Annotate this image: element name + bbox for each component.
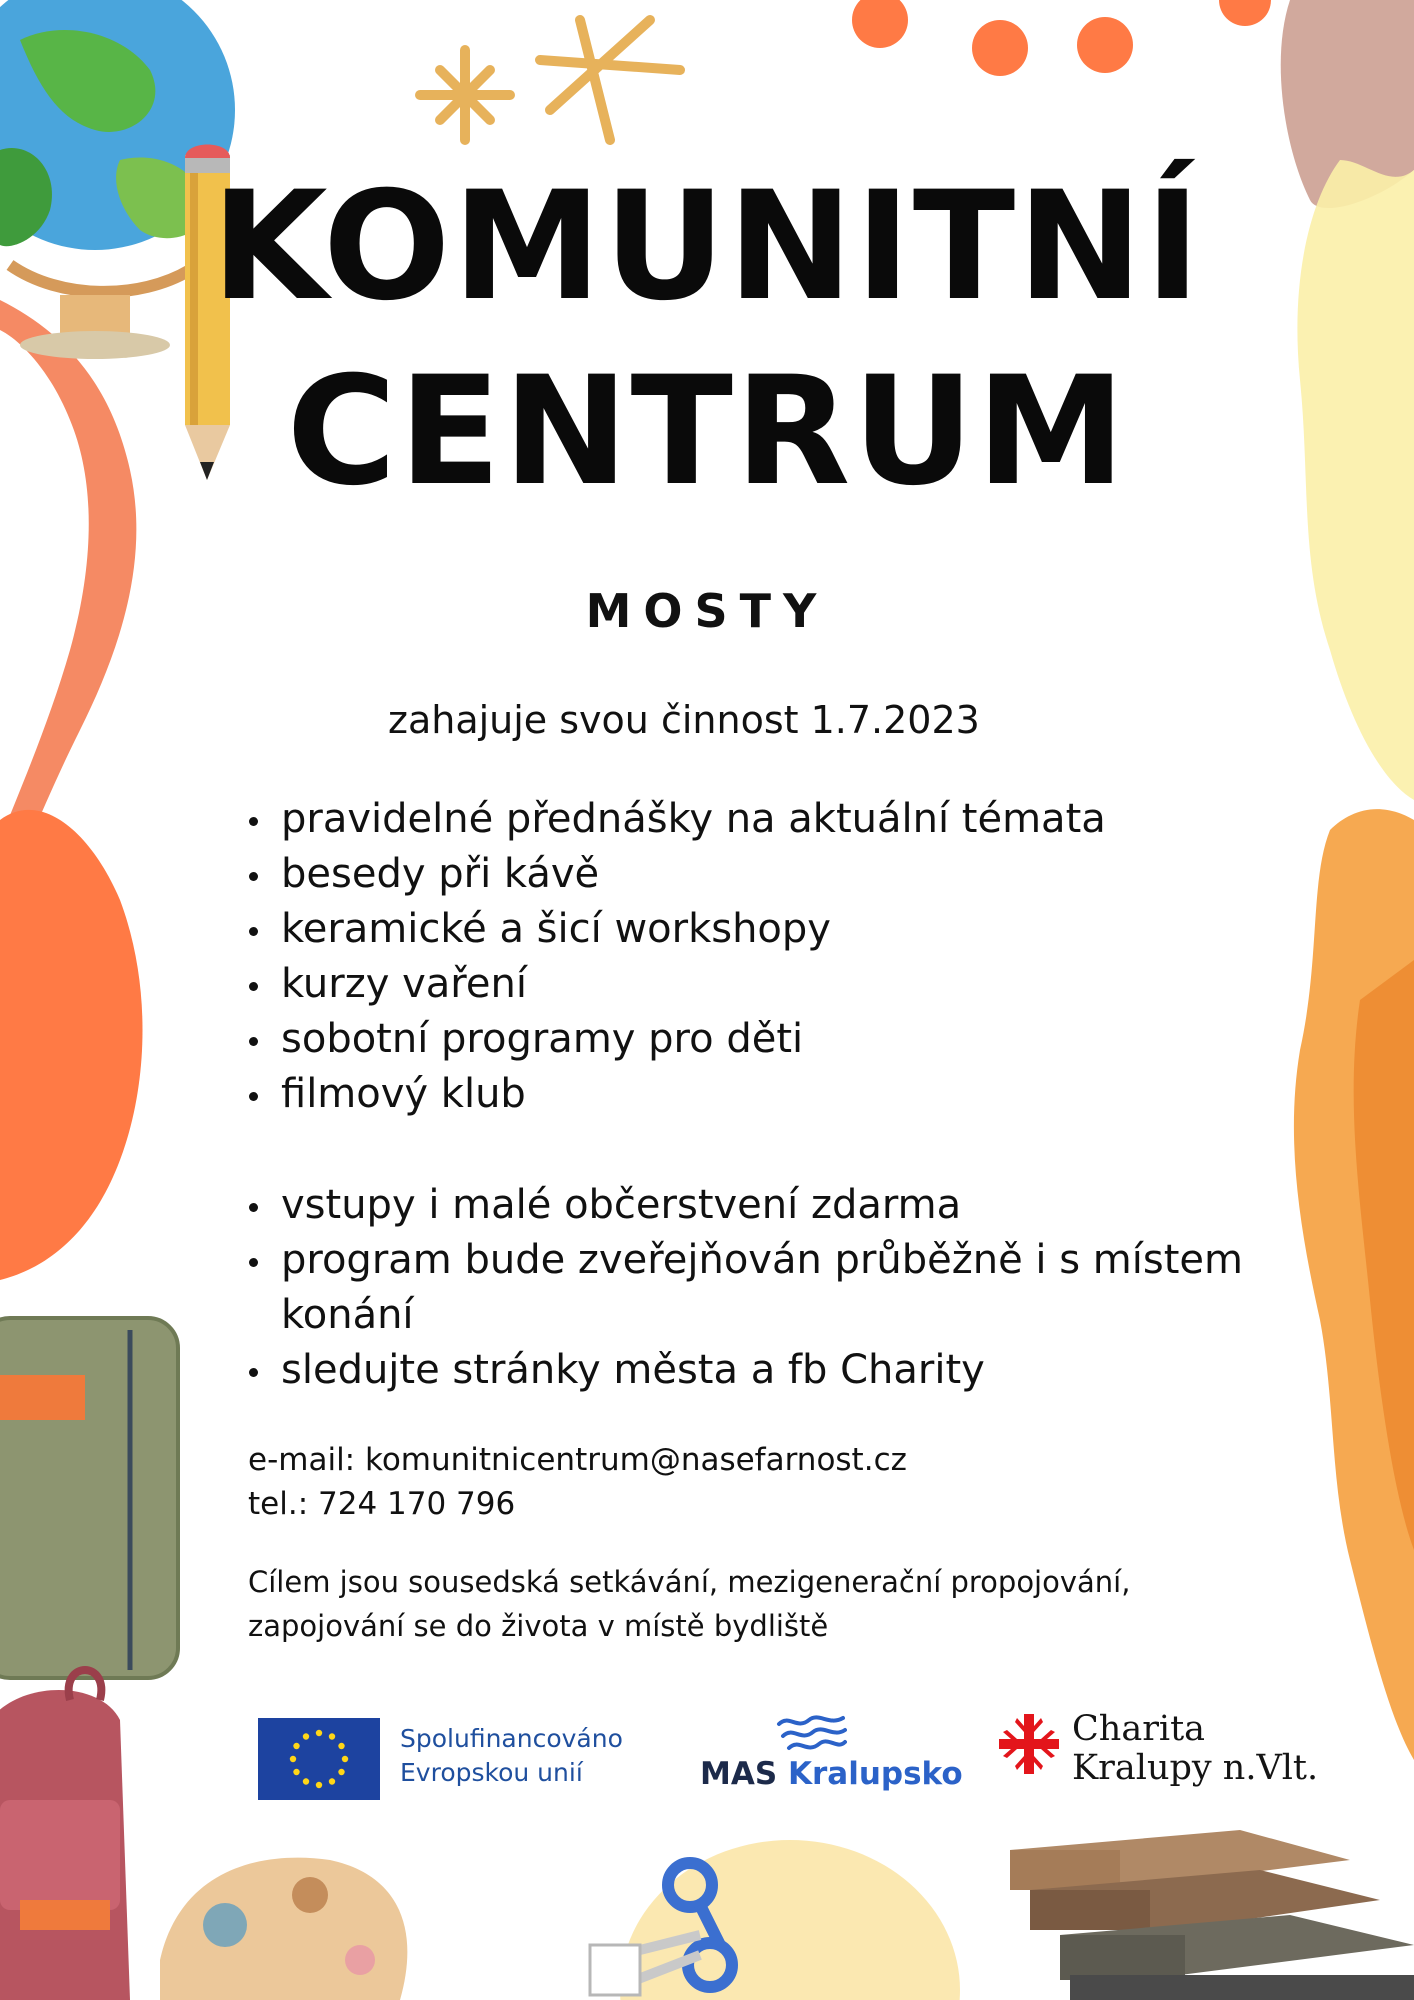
list-item: program bude zveřejňován průběžně i s místem konání bbox=[246, 1233, 1316, 1343]
title-line-2: CENTRUM bbox=[286, 345, 1128, 519]
title-line-1: KOMUNITNÍ bbox=[211, 160, 1203, 334]
dot bbox=[852, 0, 908, 48]
eu-logo-text bbox=[400, 1722, 623, 1790]
books-icon bbox=[1010, 1830, 1414, 2000]
yellow-circle bbox=[620, 1840, 960, 2000]
list-item: vstupy i malé občerstvení zdarma bbox=[246, 1178, 1316, 1233]
charita-logo-text bbox=[1072, 1710, 1318, 1788]
palette-icon bbox=[160, 1858, 407, 2000]
list-item: sledujte stránky města a fb Charity bbox=[246, 1343, 1316, 1398]
mas-logo-text bbox=[700, 1756, 963, 1792]
mas-logo-part: MAS bbox=[700, 1756, 778, 1792]
list-item: besedy při kávě bbox=[246, 847, 1316, 902]
book-icon bbox=[0, 1318, 178, 1678]
orange-shape bbox=[0, 810, 143, 1280]
dot bbox=[972, 20, 1028, 76]
subtitle: MOSTY bbox=[585, 584, 829, 638]
list-item: keramické a šicí workshopy bbox=[246, 902, 1316, 957]
list-item: pravidelné přednášky na aktuální témata bbox=[246, 792, 1316, 847]
dot bbox=[1077, 17, 1133, 73]
eu-logo-line: Evropskou unií bbox=[400, 1758, 583, 1787]
eu-logo-line: Spolufinancováno bbox=[400, 1724, 623, 1753]
info-list bbox=[246, 1178, 1316, 1398]
charita-logo-line: Charita bbox=[1072, 1709, 1206, 1749]
goal-line: zapojování se do života v místě bydliště bbox=[248, 1609, 829, 1643]
backpack-icon bbox=[0, 1670, 130, 2000]
contact-email: e-mail: komunitnicentrum@nasefarnost.cz bbox=[248, 1442, 907, 1478]
mas-waves-icon bbox=[775, 1712, 847, 1758]
list-item: sobotní programy pro děti bbox=[246, 1012, 1316, 1067]
charita-logo-line: Kralupy n.Vlt. bbox=[1072, 1748, 1319, 1788]
intro-text: zahajuje svou činnost 1.7.2023 bbox=[388, 698, 980, 742]
sparkle-icon bbox=[420, 20, 680, 140]
eu-stars-icon bbox=[258, 1718, 380, 1800]
goal-line: Cílem jsou sousedská setkávání, mezigenerační propojování, bbox=[248, 1565, 1131, 1599]
list-item: kurzy vaření bbox=[246, 957, 1316, 1012]
contact-phone: tel.: 724 170 796 bbox=[248, 1486, 516, 1522]
goal-text bbox=[248, 1560, 1288, 1648]
charita-cross-icon bbox=[997, 1712, 1061, 1776]
eu-flag-logo bbox=[258, 1718, 380, 1800]
dot bbox=[1219, 0, 1271, 26]
activities-list bbox=[246, 792, 1316, 1122]
mas-logo-part: Kralupsko bbox=[787, 1756, 963, 1792]
list-item: filmový klub bbox=[246, 1067, 1316, 1122]
